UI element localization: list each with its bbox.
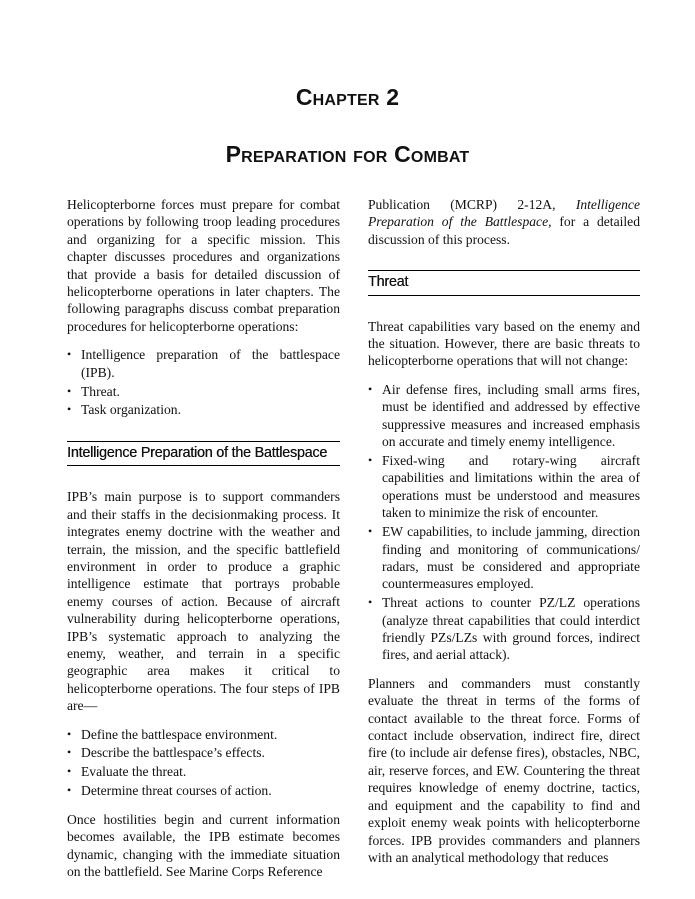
right-column [368,196,640,866]
closing-paragraph: Once hostilities begin and current information becomes available, the IPB estimate becomes dynamic, changing with the immediate situation on the battlefield. See Marine Corps Reference [67,811,340,879]
list-item: • Describe the battlespace’s effects. [67,744,340,761]
continued-text-end: , for a detailed discussion of this process. [368,214,640,247]
list-item: • Determine threat courses of action. [67,782,340,799]
publication-title: Intelligence Preparation of the Battlespace [368,197,640,230]
list-item: • Threat actions to counter PZ/LZ operations (analyze threat capabilities that could interdict friendly PZs/LZs with ground forces, indirect fires, and aerial attack). [368,594,640,664]
list-item: • Fixed-wing and rotary-wing aircraft capabilities and limitations within the area of operations must be understood and measures taken to minimize the risk of encounter. [368,452,640,522]
planners-paragraph: Planners and commanders must constantly evaluate the threat in terms of the forms of contact available to the threat force. Forms of contact include observation, indirect fire, direct fire (to include air defense fires), obstacles, NBC, air, reserve forces, and EW. Countering the threat requires knowledge of enemy doctrine, tactics, and equipment and the capability to find and exploit enemy weak points with helicopterborne forces. IPB provides commanders and planners with an analytical methodology that reduces [368,675,640,865]
list-item: • EW capabilities, to include jamming, direction finding and monitoring of communications/ radars, must be considered and appropriate countermeasures employed. [368,523,640,593]
continued-paragraph [368,196,640,248]
list-item: • Evaluate the threat. [67,763,340,780]
chapter-number: Chapter 2 [295,84,400,110]
intro-bullet-list [67,346,340,419]
intro-paragraph: Helicopterborne forces must prepare for combat operations by following troop leading procedures and organizing for a specific mission. This chapter discusses procedures and organizations that provide a basis for detailed discussion of helicopterborne operations in later chapters. The following paragraphs discuss combat preparation procedures for helicopterborne operations: [67,197,340,334]
list-item: • Intelligence preparation of the battlespace (IPB). [67,346,340,381]
section-heading-ipb: Intelligence Preparation of the Battlespace [67,441,340,466]
list-item: • Air defense fires, including small arms fires, must be identified and addressed by effective suppressive measures and increased emphasis on accurate and timely enemy intelligence. [368,381,640,451]
left-column [67,196,340,880]
list-item: • Threat. [67,383,340,400]
ipb-steps-list [67,726,340,800]
continued-text-start: Publication (MCRP) 2-12A, [368,197,576,212]
ipb-paragraph: IPB’s main purpose is to support commanders and their staffs in the decisionmaking process. It integrates enemy doctrine with the weather and terrain, the mission, and the specific battlefield environment in order to produce a graphic intelligence estimate that portrays probable enemy courses of action. Because of aircraft vulnerability during helicopterborne operations, IPB’s systematic approach to analyzing the enemy, weather, and terrain in a specific geographic area makes it critical to helicopterborne operations. The four steps of IPB are— [67,489,340,714]
list-item: • Define the battlespace environment. [67,726,340,743]
threat-bullet-list [368,381,640,664]
chapter-title: Preparation for Combat [225,141,470,167]
section-heading-threat: Threat [368,270,640,295]
list-item: • Task organization. [67,401,340,418]
threat-intro-paragraph: Threat capabilities vary based on the enemy and the situation. However, there are basic threats to helicopterborne operations that will not change: [368,318,640,369]
